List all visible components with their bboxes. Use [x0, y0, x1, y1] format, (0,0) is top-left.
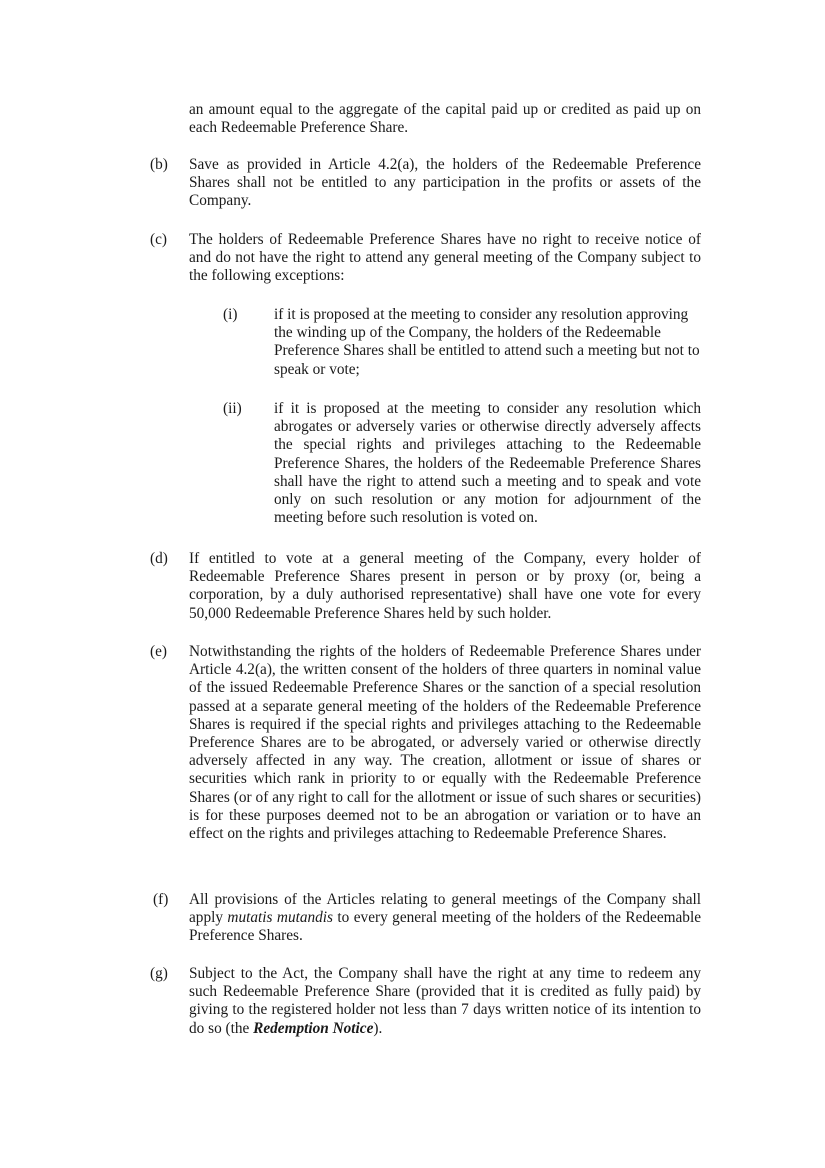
- clause-g-defined-term: Redemption Notice: [253, 1019, 374, 1037]
- clause-b-text: Save as provided in Article 4.2(a), the holders of the Redeemable Preference Shares shall not be entitled to any participation in the profits or assets of the Company.: [189, 156, 701, 210]
- clause-c-label: (c): [150, 231, 167, 248]
- clause-f-text-end: to every general meeting of the holders of the Redeemable Preference Shares.: [189, 909, 701, 945]
- clause-g-text: [189, 965, 701, 1038]
- clause-c-item-ii-text: if it is proposed at the meeting to consider any resolution which abrogates or adversely varies or otherwise directly adversely affects the special rights and privileges attaching to the Redeemable Preference Shares, the holders of the Redeemable Preference Shares shall have the right to attend such a meeting and to speak and vote only on such resolution or any motion for adjournment of the meeting before such resolution is voted on.: [274, 400, 701, 527]
- clause-c-item-i-label: (i): [223, 306, 238, 323]
- clause-d-text: If entitled to vote at a general meeting of the Company, every holder of Redeemable Preference Shares present in person or by proxy (or, being a corporation, by a duly authorised representative) shall have one vote for every 50,000 Redeemable Preference Shares held by such holder.: [189, 550, 701, 622]
- clause-c-text: The holders of Redeemable Preference Shares have no right to receive notice of and do not have the right to attend any general meeting of the Company subject to the following exceptions:: [189, 231, 701, 285]
- clause-g-label: (g): [150, 965, 168, 982]
- clause-f-text: [189, 891, 701, 946]
- clause-f-label: (f): [153, 891, 169, 908]
- clause-b-label: (b): [150, 156, 168, 173]
- intro-paragraph: an amount equal to the aggregate of the capital paid up or credited as paid up on each Redeemable Preference Share.: [189, 101, 701, 137]
- clause-c-item-ii-label: (ii): [223, 400, 242, 417]
- clause-f-latin-phrase: mutatis mutandis: [227, 909, 333, 927]
- clause-f-text-start: All provisions of the Articles relating to general meetings of the Company shall apply: [189, 891, 701, 927]
- clause-c-item-i-text: if it is proposed at the meeting to consider any resolution approving the winding up of the Company, the holders of the Redeemable Preference Shares shall be entitled to attend such a meeting but not to speak or vote;: [274, 306, 700, 378]
- clause-g-text-end: ).: [373, 1019, 383, 1037]
- clause-g-text-start: Subject to the Act, the Company shall have the right at any time to redeem any such Redeemable Preference Share (provided that it is credited as fully paid) by giving to the registered holder not less than 7 days written notice of its intention to do so (the: [189, 965, 701, 1037]
- clause-e-label: (e): [150, 643, 167, 660]
- clause-e-text: Notwithstanding the rights of the holders of Redeemable Preference Shares under Article 4.2(a), the written consent of the holders of three quarters in nominal value of the issued Redeemable Preference Shares or the sanction of a special resolution passed at a separate general meeting of the holders of the Redeemable Preference Shares is required if the special rights and privileges attaching to the Redeemable Preference Shares are to be abrogated, or adversely varied or otherwise directly adversely affected in any way. The creation, allotment or issue of shares or securities which rank in priority to or equally with the Redeemable Preference Shares (or of any right to call for the allotment or issue of such shares or securities) is for these purposes deemed not to be an abrogation or variation or to have an effect on the rights and privileges attaching to Redeemable Preference Shares.: [189, 643, 701, 843]
- clause-d-label: (d): [150, 550, 168, 567]
